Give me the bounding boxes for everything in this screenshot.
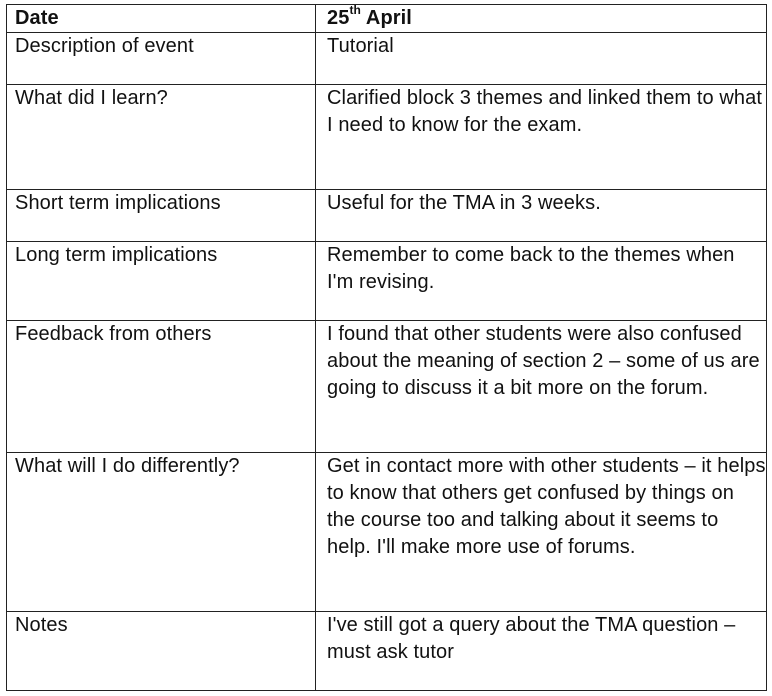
row-value: Clarified block 3 themes and linked them to what I need to know for the exam. bbox=[316, 85, 767, 190]
date-month: April bbox=[365, 7, 412, 29]
table-row bbox=[7, 242, 767, 321]
table-row bbox=[7, 453, 767, 612]
table-header-row bbox=[7, 5, 767, 33]
row-label: Feedback from others bbox=[7, 321, 316, 453]
row-label: Short term implications bbox=[7, 190, 316, 242]
date-label: Date bbox=[7, 5, 316, 33]
table-row bbox=[7, 33, 767, 85]
date-day: 25 bbox=[327, 7, 350, 29]
row-label: What will I do differently? bbox=[7, 453, 316, 612]
table-row bbox=[7, 321, 767, 453]
date-value bbox=[316, 5, 767, 33]
row-value: Tutorial bbox=[316, 33, 767, 85]
row-label: Description of event bbox=[7, 33, 316, 85]
reflective-log-table bbox=[6, 4, 767, 691]
table-row bbox=[7, 190, 767, 242]
row-label: What did I learn? bbox=[7, 85, 316, 190]
row-label: Long term implications bbox=[7, 242, 316, 321]
row-value: I've still got a query about the TMA question – must ask tutor bbox=[316, 612, 767, 691]
row-value: Get in contact more with other students – it helps to know that others get confused by things on the course too and talking about it seems to help. I'll make more use of forums. bbox=[316, 453, 767, 612]
row-value: I found that other students were also confused about the meaning of section 2 – some of us are going to discuss it a bit more on the forum. bbox=[316, 321, 767, 453]
row-value: Remember to come back to the themes when I'm revising. bbox=[316, 242, 767, 321]
date-suffix: th bbox=[349, 3, 361, 18]
row-label: Notes bbox=[7, 612, 316, 691]
table-row bbox=[7, 612, 767, 691]
table-row bbox=[7, 85, 767, 190]
row-value: Useful for the TMA in 3 weeks. bbox=[316, 190, 767, 242]
